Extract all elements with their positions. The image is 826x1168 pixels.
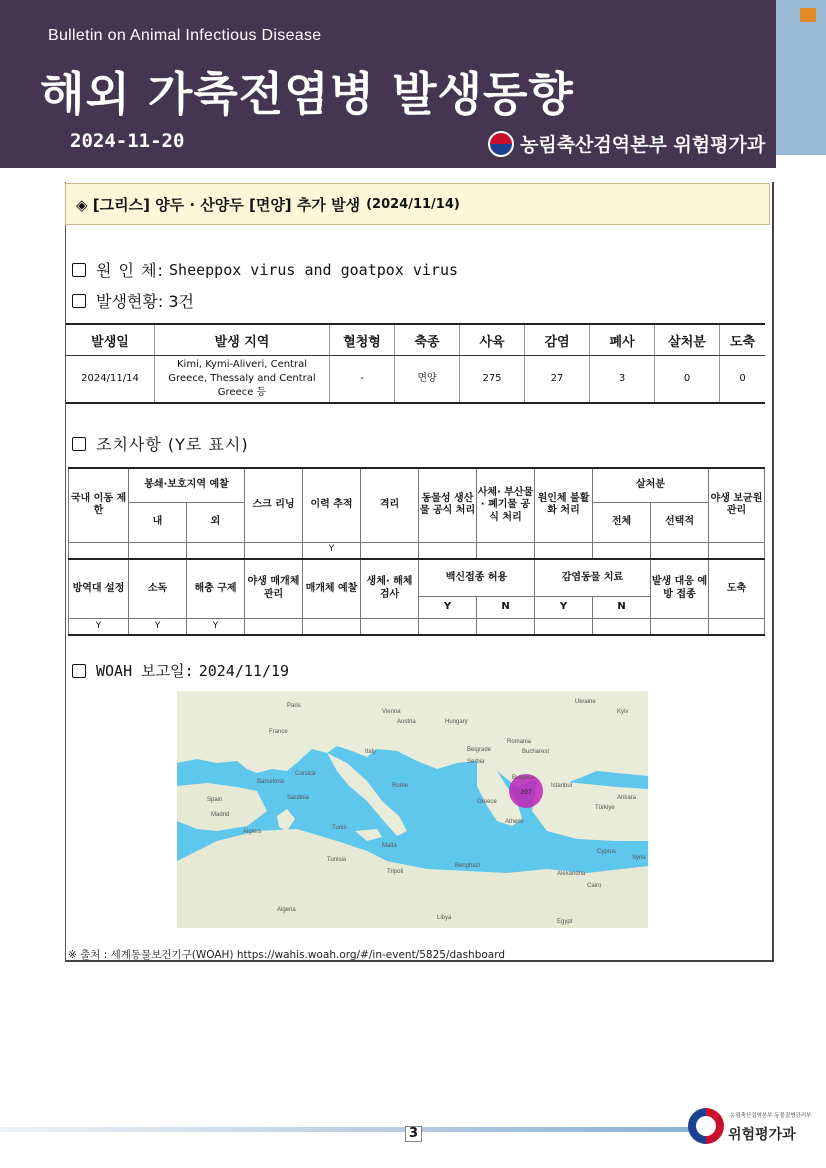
map-label: Kyiv (617, 709, 629, 715)
table-cell (69, 542, 129, 559)
table-cell: 3 (590, 356, 655, 404)
map-label: Barcelona (257, 779, 285, 785)
map-label: Greece (477, 799, 497, 805)
organization (488, 130, 765, 157)
woah-line (72, 660, 289, 681)
table-cell (709, 542, 765, 559)
source-note: ※ 출처 : 세계동물보건기구(WOAH) https://wahis.woah.org/#/in-event/5825/dashboard (68, 949, 506, 961)
table-cell: Y (69, 619, 129, 636)
woah-date: 2024/11/19 (198, 661, 290, 680)
table-cell (593, 542, 651, 559)
map-label: Spain (207, 797, 223, 803)
col-header: 혈청형 (330, 324, 395, 356)
header-cell: N (477, 597, 535, 619)
map-label: Serbia (467, 759, 485, 765)
table-cell: Y (303, 542, 361, 559)
header-cell: 동물성 생산물 공식 처리 (419, 468, 477, 542)
map-label: Tunisia (327, 857, 347, 863)
col-header: 발생일 (66, 324, 155, 356)
map-label: Egypt (557, 919, 573, 925)
table-cell (593, 619, 651, 636)
map-label: Malta (382, 843, 397, 849)
pathogen-label: 원 인 체: (96, 261, 164, 280)
header-cell: 사체· 부산물· 폐기물 공식 처리 (477, 468, 535, 542)
cluster-count: 207 (520, 789, 532, 796)
table-cell: - (330, 356, 395, 404)
header-banner (0, 0, 776, 168)
map-label: Athens (505, 819, 524, 825)
map-label: Bucharest (522, 749, 550, 755)
page-number: 3 (405, 1126, 422, 1142)
table-cell: 0 (720, 356, 766, 404)
map-label: Türkiye (595, 805, 615, 811)
map-label: Alexandria (557, 871, 586, 877)
footer-team: 위험평가과 (728, 1127, 796, 1143)
section-title: ◈ [그리스] 양두 · 산양두 [면양] 추가 발생 (76, 195, 361, 214)
table-row (69, 619, 765, 636)
checkbox-square-icon (72, 263, 86, 277)
woah-label: WOAH 보고일: (96, 662, 194, 680)
map-label: France (269, 729, 288, 735)
table-cell (245, 619, 303, 636)
outbreak-table (66, 323, 765, 404)
map-label: Cairo (587, 883, 602, 889)
header-cell: Y (535, 597, 593, 619)
map-label: Madrid (211, 812, 230, 818)
header-cell: 백신접종 허용 (419, 559, 535, 597)
header-cell: 매개체 예찰 (303, 559, 361, 619)
header-cell: 방역대 설정 (69, 559, 129, 619)
bulletin-subtitle: Bulletin on Animal Infectious Disease (48, 27, 322, 44)
table-cell (535, 542, 593, 559)
table-cell: 0 (655, 356, 720, 404)
map-label: Tunis (332, 825, 347, 831)
taeguk-logo-icon (688, 1108, 724, 1144)
pathogen-line (72, 258, 458, 281)
col-header: 축종 (395, 324, 460, 356)
map-graphic (177, 691, 648, 928)
measures-title: 조치사항 (Y로 표시) (96, 435, 249, 454)
header-cell: Y (419, 597, 477, 619)
table-cell (535, 619, 593, 636)
footer-line (0, 1127, 700, 1132)
table-cell: 27 (525, 356, 590, 404)
map-label: Istanbul (551, 783, 573, 789)
table-cell (129, 542, 187, 559)
map-label: Hungary (445, 719, 468, 725)
header-cell: 전체 (593, 502, 651, 542)
table-cell (303, 619, 361, 636)
map-label: Ankara (617, 795, 637, 801)
checkbox-square-icon (72, 294, 86, 308)
pathogen-value: Sheeppox virus and goatpox virus (169, 260, 459, 279)
checkbox-square-icon (72, 664, 86, 678)
col-header: 감염 (525, 324, 590, 356)
map-label: Ukraine (575, 699, 596, 705)
header-cell: N (593, 597, 651, 619)
map-label: Belgrade (467, 747, 492, 753)
header-cell: 살처분 (593, 468, 709, 502)
table-cell (361, 542, 419, 559)
section-title-box (65, 183, 770, 225)
header-cell: 이력 추적 (303, 468, 361, 542)
map-label: Sardinia (287, 795, 310, 801)
footer-department: 농림축산검역본부 동물질병관리부 (730, 1113, 812, 1119)
table-cell (361, 619, 419, 636)
map-label: Romania (507, 739, 532, 745)
measures-table (68, 467, 765, 636)
table-row (69, 542, 765, 559)
status-line (72, 289, 194, 312)
outbreak-map (177, 691, 648, 928)
header-cell: 원인체 불활화 처리 (535, 468, 593, 542)
header-cell: 생체· 해체 검사 (361, 559, 419, 619)
col-header: 발생 지역 (155, 324, 330, 356)
table-cell (245, 542, 303, 559)
header-cell: 선택적 (651, 502, 709, 542)
map-label: Libya (437, 915, 452, 921)
page-title: 해외 가축전염병 발생동향 (40, 67, 574, 121)
table-cell (709, 619, 765, 636)
map-label: Algiers (243, 829, 262, 835)
table-header-row (66, 324, 765, 356)
header-cell: 도축 (709, 559, 765, 619)
table-cell: Y (187, 619, 245, 636)
header-cell: 봉쇄·보호지역 예찰 (129, 468, 245, 502)
table-cell (187, 542, 245, 559)
map-label: Syria (632, 855, 646, 861)
issue-date: 2024-11-20 (70, 130, 185, 152)
header-cell: 내 (129, 502, 187, 542)
col-header: 도축 (720, 324, 766, 356)
map-label: Tripoli (387, 869, 404, 875)
col-header: 폐사 (590, 324, 655, 356)
table-cell (477, 619, 535, 636)
status-value: 3건 (168, 292, 194, 311)
map-label: Austria (397, 719, 416, 725)
map-label: Paris (287, 703, 301, 709)
map-label: Vienna (382, 709, 401, 715)
header-cell: 야생 매개체 관리 (245, 559, 303, 619)
map-label: Benghazi (455, 863, 481, 869)
header-cell: 소독 (129, 559, 187, 619)
header-cell: 외 (187, 502, 245, 542)
table-cell: 면양 (395, 356, 460, 404)
col-header: 사육 (460, 324, 525, 356)
status-label: 발생현황: (96, 292, 164, 311)
header-cell: 스크 리닝 (245, 468, 303, 542)
header-cell: 야생 보균원 관리 (709, 468, 765, 542)
table-row (66, 356, 765, 404)
corner-accent (800, 8, 816, 22)
col-header: 살처분 (655, 324, 720, 356)
table-cell (419, 619, 477, 636)
map-label: Rome (392, 783, 409, 789)
government-logo-icon (488, 131, 514, 157)
table-cell (477, 542, 535, 559)
map-label: Corsica (295, 771, 316, 777)
map-label: Algeria (277, 907, 296, 913)
header-cell: 해충 구제 (187, 559, 245, 619)
header-cell: 격리 (361, 468, 419, 542)
table-cell: 275 (460, 356, 525, 404)
map-label: Cyprus (597, 849, 617, 855)
organization-name: 농림축산검역본부 위험평가과 (520, 134, 766, 156)
table-cell (651, 542, 709, 559)
measures-header-row (69, 468, 765, 502)
measures-line (72, 432, 249, 455)
table-cell (651, 619, 709, 636)
checkbox-square-icon (72, 437, 86, 451)
map-label: Italy (365, 749, 377, 755)
header-cell: 발생 대응 예방 접종 (651, 559, 709, 619)
accent-strip (776, 0, 826, 155)
table-cell: Y (129, 619, 187, 636)
map-label: Bulgaria (512, 775, 535, 781)
table-cell (419, 542, 477, 559)
section-date: (2024/11/14) (366, 196, 460, 212)
header-cell: 감염동물 치료 (535, 559, 651, 597)
measures-header-row-2 (69, 559, 765, 597)
table-cell: Kimi, Kymi-Aliveri, Central Greece, Thessaly and Central Greece 등 (155, 356, 330, 404)
table-cell: 2024/11/14 (81, 373, 139, 384)
header-cell: 국내 이동 제한 (69, 468, 129, 542)
